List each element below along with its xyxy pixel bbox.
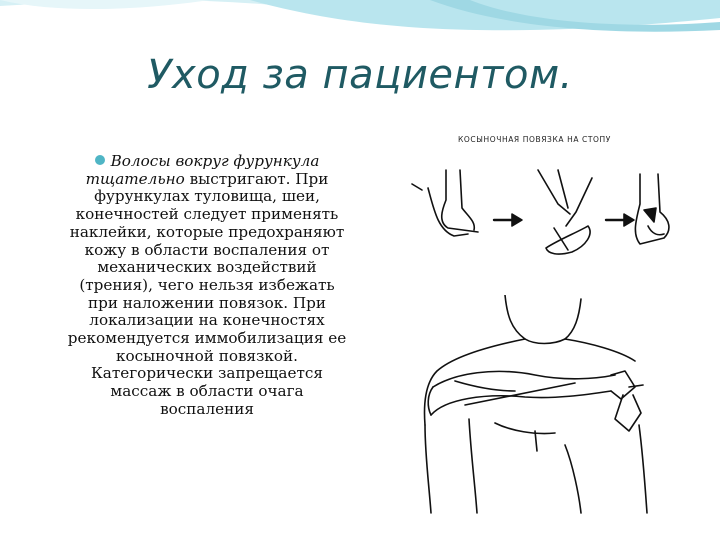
foot-bandage-caption: КОСЫНОЧНАЯ ПОВЯЗКА НА СТОПУ bbox=[458, 135, 611, 144]
shoulder-bandage-illustration bbox=[415, 295, 665, 515]
bullet-paragraph bbox=[62, 153, 352, 419]
bullet-italic-text: Волосы вокруг фурункула тщательно bbox=[85, 152, 320, 188]
header-wave-decoration bbox=[0, 0, 720, 60]
bullet-dot-icon bbox=[95, 155, 105, 165]
foot-bandage-illustration bbox=[408, 130, 680, 270]
bullet-body-text: выстригают. При фурункулах туловища, шеи, конечностей следует применять наклейки, которые предохраняют кожу в области воспаления от механических воздействий (трения), чего нельзя избежать при наложении повязок. При локализации на конечностях рекомендуется иммобилизация ее косыночной повязкой. Категорически запрещается массаж в области очага воспаления bbox=[67, 169, 347, 418]
slide-title: Уход за пациентом. bbox=[147, 52, 573, 98]
